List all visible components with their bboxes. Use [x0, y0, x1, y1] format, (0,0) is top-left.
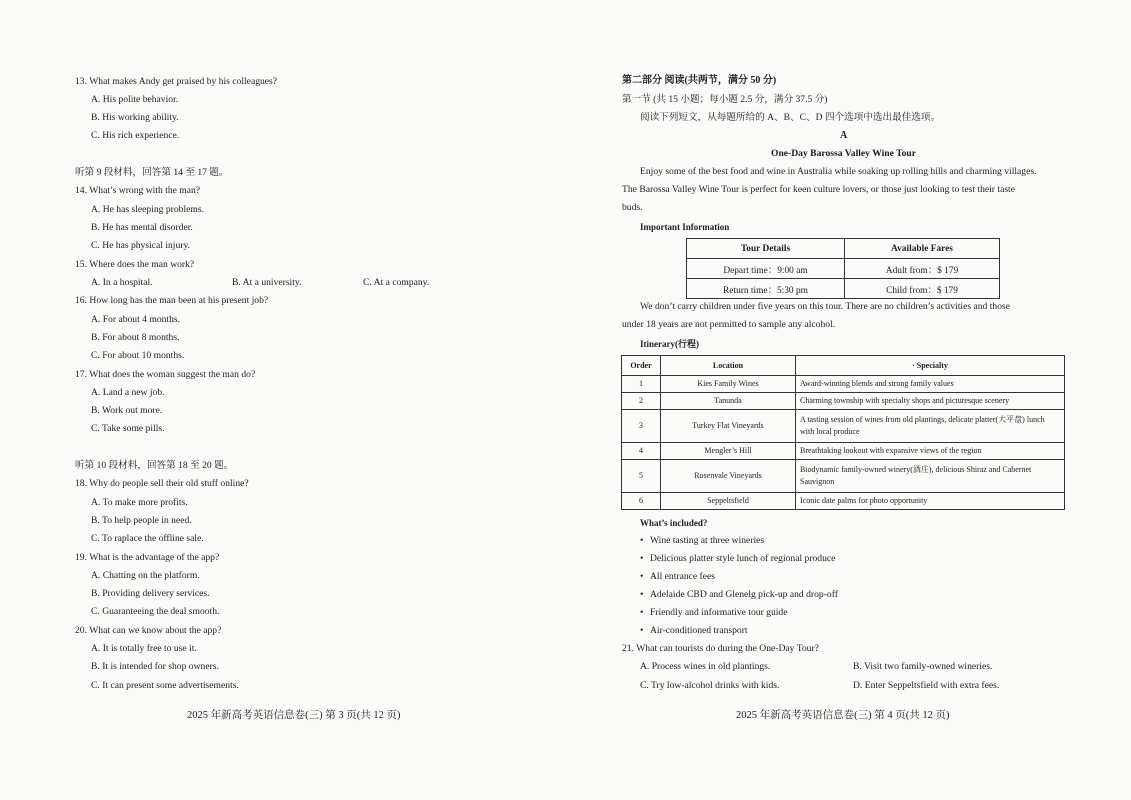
children-policy-line-1: We don’t carry children under five years on this tour. There are no children’s activities and those [640, 301, 1010, 312]
q21-option-b: B. Visit two family-owned wineries. [853, 661, 993, 672]
q18-option-b: B. To help people in need. [91, 515, 192, 526]
itinerary-row [622, 393, 1065, 410]
whats-included-heading: What’s included? [640, 518, 708, 528]
order-cell: 1 [622, 376, 661, 393]
order-cell: 4 [622, 443, 661, 460]
question-16: 16. How long has the man been at his present job? [75, 295, 269, 306]
specialty-cell: A tasting session of wines from old plantings, delicate platter(大平盘) lunch with local produce [796, 410, 1065, 443]
q16-option-c: C. For about 10 months. [91, 350, 185, 361]
q17-option-b: B. Work out more. [91, 405, 163, 416]
itinerary-header-row [622, 356, 1065, 376]
q19-option-a: A. Chatting on the platform. [91, 570, 200, 581]
q17-option-c: C. Take some pills. [91, 423, 165, 434]
q20-option-c: C. It can present some advertisements. [91, 680, 239, 691]
intro-line-3: buds. [622, 202, 643, 213]
part-title: 第二部分 阅读(共两节，满分 50 分) [622, 75, 777, 86]
location-header: Location [661, 356, 796, 376]
depart-time: Depart time：9:00 am [687, 259, 845, 279]
q15-option-c: C. At a company. [363, 277, 430, 288]
section-10-heading: 听第 10 段材料，回答第 18 至 20 题。 [75, 460, 234, 471]
included-item [640, 625, 748, 636]
itinerary-table [621, 355, 1065, 510]
q14-option-a: A. He has sleeping problems. [91, 204, 204, 215]
available-fares-header: Available Fares [845, 239, 1000, 259]
specialty-cell: Award-winning blends and strong family values [796, 376, 1065, 393]
specialty-cell: Charming township with specialty shops and picturesque scenery [796, 393, 1065, 410]
specialty-cell: Iconic date palms for photo opportunity [796, 493, 1065, 510]
location-cell: Mengler’s Hill [661, 443, 796, 460]
q20-option-b: B. It is intended for shop owners. [91, 661, 219, 672]
bullet-icon: • [640, 589, 644, 600]
fares-row [687, 279, 1000, 299]
q16-option-a: A. For about 4 months. [91, 314, 181, 325]
location-cell: Tanunda [661, 393, 796, 410]
q13-option-a: A. His polite behavior. [91, 94, 179, 105]
included-item [640, 607, 787, 618]
child-fare: Child from：$ 179 [845, 279, 1000, 299]
adult-fare: Adult from：$ 179 [845, 259, 1000, 279]
q19-option-b: B. Providing delivery services. [91, 588, 210, 599]
bullet-icon: • [640, 553, 644, 564]
question-15: 15. Where does the man work? [75, 259, 195, 270]
question-17: 17. What does the woman suggest the man do? [75, 369, 256, 380]
specialty-cell: Breathtaking lookout with expansive views of the region [796, 443, 1065, 460]
left-page-footer: 2025 年新高考英语信息卷(三) 第 3 页(共 12 页) [187, 710, 401, 721]
included-item [640, 589, 838, 600]
order-cell: 2 [622, 393, 661, 410]
q15-option-b: B. At a university. [232, 277, 302, 288]
instruction: 阅读下列短文，从每题所给的 A、B、C、D 四个选项中选出最佳选项。 [640, 112, 941, 123]
passage-title: One-Day Barossa Valley Wine Tour [771, 148, 917, 159]
q20-option-a: A. It is totally free to use it. [91, 643, 197, 654]
itinerary-heading: Itinerary(行程) [640, 339, 699, 349]
included-item-text: Wine tasting at three wineries [650, 535, 765, 546]
q14-option-c: C. He has physical injury. [91, 240, 191, 251]
section-title: 第一节 (共 15 小题；每小题 2.5 分，满分 37.5 分) [622, 94, 828, 105]
included-item-text: Friendly and informative tour guide [650, 607, 788, 618]
q14-option-b: B. He has mental disorder. [91, 222, 193, 233]
passage-letter: A [840, 130, 848, 141]
specialty-cell: Biodynamic family-owned winery(酒庄), delicious Shiraz and Cabernet Sauvignon [796, 460, 1065, 493]
order-cell: 6 [622, 493, 661, 510]
q21-option-d: D. Enter Seppeltsfield with extra fees. [853, 680, 1000, 691]
intro-line-1: Enjoy some of the best food and wine in Australia while soaking up rolling hills and charming villages. [640, 166, 1037, 177]
tour-details-header: Tour Details [687, 239, 845, 259]
order-header: Order [622, 356, 661, 376]
q17-option-a: A. Land a new job. [91, 387, 165, 398]
order-cell: 3 [622, 410, 661, 443]
bullet-icon: • [640, 571, 644, 582]
right-page-footer: 2025 年新高考英语信息卷(三) 第 4 页(共 12 页) [736, 710, 950, 721]
included-item [640, 571, 715, 582]
location-cell: Rosenvale Vineyards [661, 460, 796, 493]
included-item-text: All entrance fees [650, 571, 715, 582]
itinerary-row [622, 410, 1065, 443]
question-19: 19. What is the advantage of the app? [75, 552, 220, 563]
q16-option-b: B. For about 8 months. [91, 332, 180, 343]
children-policy-line-2: under 18 years are not permitted to sample any alcohol. [622, 319, 836, 330]
intro-line-2: The Barossa Valley Wine Tour is perfect for keen culture lovers, or those just looking to test their taste [622, 184, 1015, 195]
itinerary-row [622, 493, 1065, 510]
bullet-icon: • [640, 607, 644, 618]
included-item-text: Adelaide CBD and Glenelg pick-up and drop-off [650, 589, 838, 600]
question-20: 20. What can we know about the app? [75, 625, 222, 636]
fares-header-row [687, 239, 1000, 259]
itinerary-row [622, 460, 1065, 493]
q15-option-a: A. In a hospital. [91, 277, 153, 288]
itinerary-row [622, 376, 1065, 393]
return-time: Return time：5:30 pm [687, 279, 845, 299]
location-cell: Kies Family Wines [661, 376, 796, 393]
bullet-icon: • [640, 535, 644, 546]
fares-table [686, 238, 1000, 299]
section-9-heading: 听第 9 段材料，回答第 14 至 17 题。 [75, 167, 229, 178]
itinerary-row [622, 443, 1065, 460]
question-13: 13. What makes Andy get praised by his colleagues? [75, 76, 278, 87]
bullet-icon: • [640, 625, 644, 636]
included-item-text: Air-conditioned transport [650, 625, 748, 636]
q13-option-b: B. His working ability. [91, 112, 179, 123]
q18-option-c: C. To raplace the offline sale. [91, 533, 204, 544]
important-information-heading: Important Information [640, 222, 730, 232]
specialty-header: · Specialty [796, 356, 1065, 376]
q19-option-c: C. Guaranteeing the deal smooth. [91, 606, 220, 617]
question-18: 18. Why do people sell their old stuff online? [75, 478, 249, 489]
location-cell: Seppeltsfield [661, 493, 796, 510]
q13-option-c: C. His rich experience. [91, 130, 180, 141]
q21-option-a: A. Process wines in old plantings. [640, 661, 771, 672]
left-page [0, 0, 560, 800]
fares-row [687, 259, 1000, 279]
q21-option-c: C. Try low-alcohol drinks with kids. [640, 680, 780, 691]
included-item-text: Delicious platter style lunch of regional produce [650, 553, 836, 564]
q18-option-a: A. To make more profits. [91, 497, 188, 508]
question-21: 21. What can tourists do during the One-Day Tour? [622, 643, 819, 654]
order-cell: 5 [622, 460, 661, 493]
question-14: 14. What’s wrong with the man? [75, 185, 201, 196]
included-item [640, 553, 835, 564]
included-item [640, 535, 764, 546]
location-cell: Turkey Flat Vineyards [661, 410, 796, 443]
